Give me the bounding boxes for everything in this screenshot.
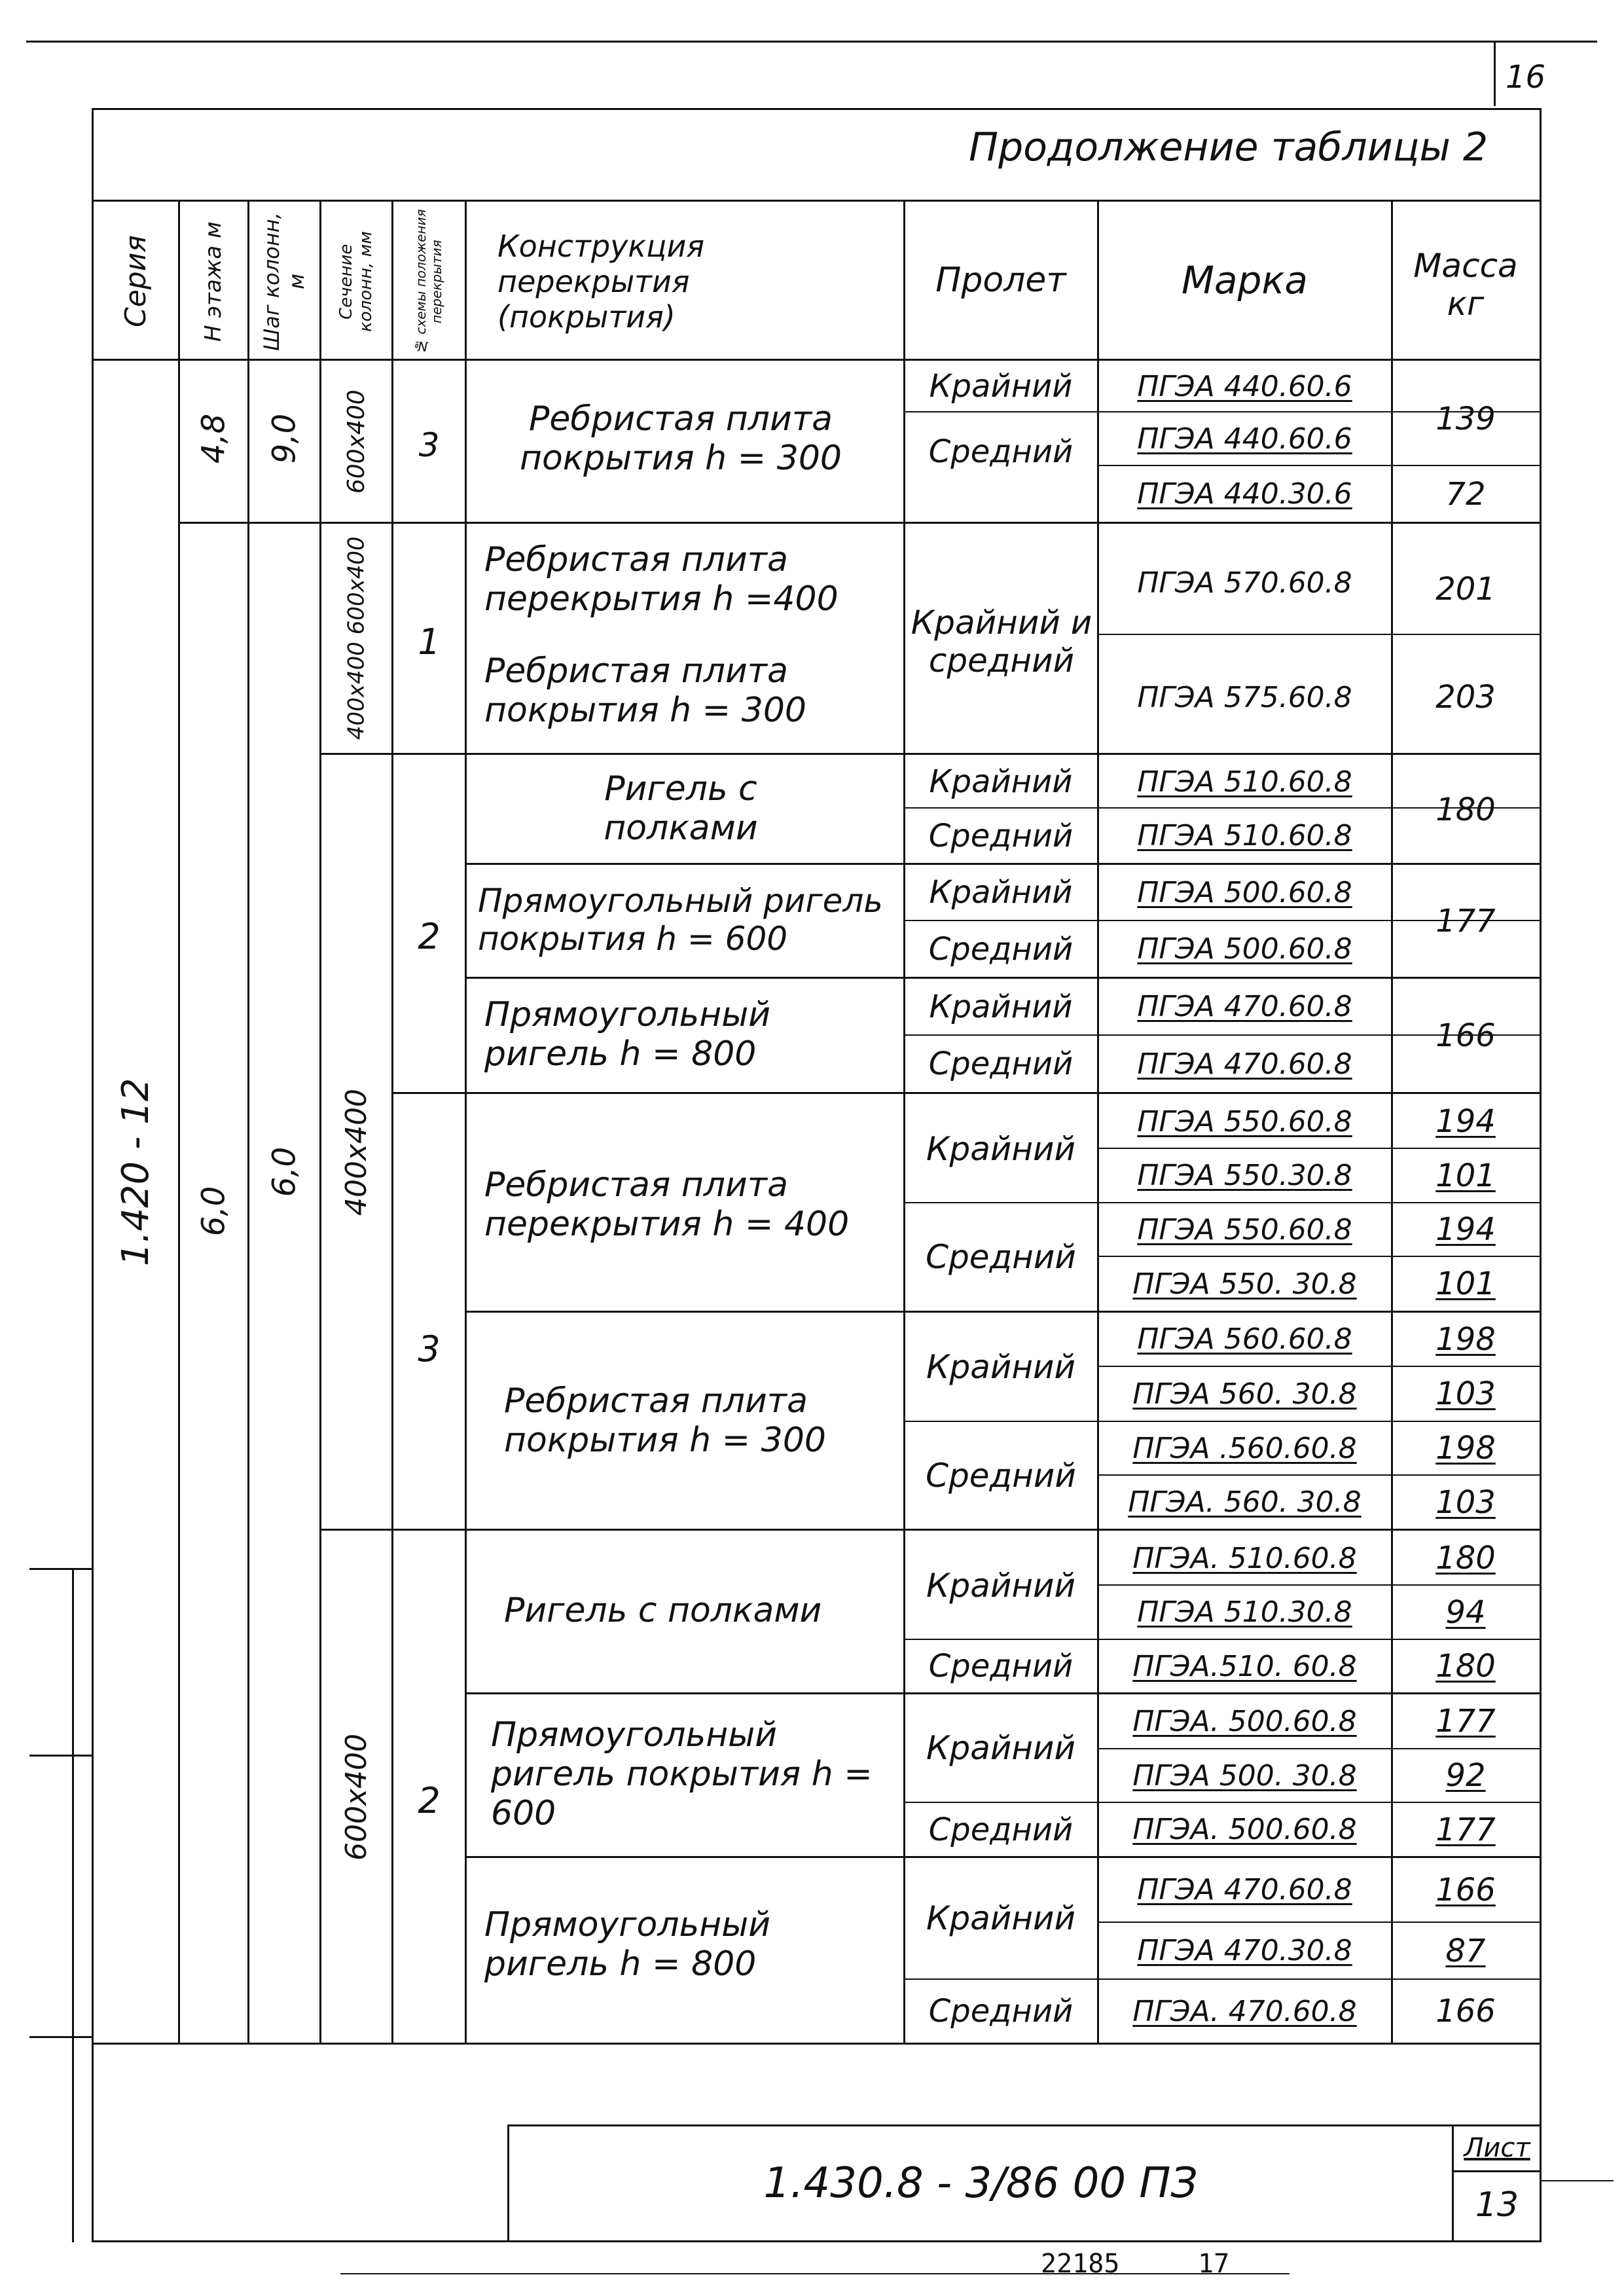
b1-span1: Крайний	[929, 368, 1073, 405]
archive-sheet: 17	[1198, 2249, 1230, 2279]
b4-mass-4: 101	[1435, 1266, 1496, 1302]
b3-mark-1: ПГЭА 510.60.8	[1137, 765, 1352, 799]
b2-span: Крайний и средний	[911, 604, 1092, 680]
b5-mark-5: ПГЭА 500. 30.8	[1132, 1758, 1357, 1793]
b3-span-3: Крайний	[929, 874, 1073, 911]
col-line-1	[178, 200, 180, 2043]
b4-span-4: Средний	[926, 1456, 1076, 1495]
header-floor-height: H этажа м	[200, 221, 226, 342]
b5-span-3: Крайний	[926, 1729, 1076, 1767]
header-column-section: Сечение колонн, мм	[336, 231, 376, 332]
header-bottom-line	[92, 359, 1542, 361]
b1-floor: 4,8	[195, 413, 232, 464]
b5-mark-6: ПГЭА. 500.60.8	[1132, 1813, 1357, 1846]
archive-number: 22185	[1041, 2249, 1120, 2279]
block3-bottom	[391, 1092, 1542, 1094]
b4-mark-3: ПГЭА 550.60.8	[1137, 1212, 1352, 1247]
b4-mass-5: 198	[1435, 1321, 1496, 1358]
b2-row	[1097, 634, 1542, 635]
block1-bottom	[178, 522, 1542, 524]
footer-extend	[1542, 2180, 1614, 2181]
b4-span-1: Крайний	[926, 1129, 1076, 1168]
title-box-top	[507, 2124, 1542, 2126]
b1-mass3: 72	[1445, 475, 1486, 513]
b5-mark-4: ПГЭА. 500.60.8	[1132, 1704, 1357, 1738]
b3-mass-c: 166	[1435, 1017, 1496, 1054]
b1-span2: Средний	[928, 433, 1074, 470]
top-rule	[26, 41, 1597, 43]
b1-construction: Ребристая плита покрытия h = 300	[519, 399, 842, 478]
b3-construction-b: Прямоугольный ригель покрытия h = 600	[478, 881, 883, 958]
b5-construction-a: Ригель с полками	[504, 1591, 822, 1630]
b5-span-6: Средний	[928, 1993, 1074, 2030]
b1-mass12: 139	[1435, 401, 1496, 437]
b3-construction-a: Ригель с полками	[604, 769, 758, 848]
b2-mass-a: 201	[1435, 571, 1496, 608]
b5-mass-8: 87	[1445, 1932, 1486, 1969]
spacing-6: 6,0	[266, 1146, 303, 1197]
b5-span-2: Средний	[928, 1648, 1074, 1685]
b4-mark-6: ПГЭА 560. 30.8	[1132, 1377, 1357, 1411]
bottom-rule	[340, 2273, 1290, 2274]
b2-mark-a: ПГЭА 570.60.8	[1137, 566, 1352, 600]
b1-scheme: 3	[418, 426, 440, 464]
b5-construction-b: Прямоугольный ригель покрытия h = 600	[491, 1715, 873, 1833]
b5-mark-1: ПГЭА. 510.60.8	[1132, 1541, 1357, 1575]
block2-bottom	[319, 753, 1542, 755]
b1-section: 600x400	[343, 390, 370, 494]
b5-mark-9: ПГЭА. 470.60.8	[1132, 1994, 1357, 2028]
b2-mark-b: ПГЭА 575.60.8	[1137, 680, 1352, 714]
b5-mass-3: 180	[1435, 1648, 1496, 1685]
b5-span-4: Средний	[928, 1811, 1074, 1848]
b5-mass-2: 94	[1445, 1594, 1486, 1631]
b3-mark-2: ПГЭА 510.60.8	[1137, 819, 1352, 852]
b5-mark-3: ПГЭА.510. 60.8	[1132, 1649, 1357, 1683]
b5-span-5: Крайний	[926, 1899, 1076, 1937]
b4-mark-1: ПГЭА 550.60.8	[1137, 1104, 1352, 1139]
b4-mark-4: ПГЭА 550. 30.8	[1132, 1267, 1357, 1301]
b5-mass-4: 177	[1435, 1703, 1496, 1740]
b2-section: 400x400 600x400	[343, 536, 370, 740]
frame-bottom	[92, 2240, 1542, 2242]
b3-mass-a: 180	[1435, 791, 1496, 828]
b4-mark-2: ПГЭА 550.30.8	[1137, 1159, 1352, 1192]
floor-height-6: 6,0	[195, 1186, 232, 1237]
b2-construction-b: Ребристая плита покрытия h = 300	[484, 651, 807, 730]
header-mass: Масса кг	[1413, 247, 1518, 323]
b3-span-2: Средний	[928, 817, 1074, 854]
b4-construction-a: Ребристая плита перекрытия h = 400	[484, 1165, 850, 1244]
b4-scheme: 3	[418, 1328, 441, 1370]
header-column-spacing: Шаг колонн, м	[259, 212, 309, 351]
continuation-title: Продолжение таблицы 2	[969, 124, 1489, 170]
b2-scheme: 1	[418, 621, 441, 663]
b3-mark-6: ПГЭА 470.60.8	[1137, 1047, 1352, 1081]
b5-construction-c: Прямоугольный ригель h = 800	[484, 1905, 771, 1984]
b4-mass-7: 198	[1435, 1430, 1496, 1467]
b4-construction-b: Ребристая плита покрытия h = 300	[504, 1381, 827, 1460]
b5-mass-1: 180	[1435, 1540, 1496, 1576]
b3-scheme: 2	[418, 915, 441, 957]
col-line-4	[391, 200, 393, 2043]
b1-mark1: ПГЭА 440.60.6	[1137, 369, 1352, 403]
header-series: Серия	[119, 235, 153, 328]
b3-span-5: Крайний	[929, 988, 1073, 1025]
b4-mass-6: 103	[1435, 1376, 1496, 1412]
b1-mark2: ПГЭА 440.60.6	[1137, 422, 1352, 456]
left-border	[92, 108, 94, 2242]
margin-strip-mid	[29, 1755, 94, 1757]
doc-code: 1.430.8 - 3/86 00 ПЗ	[763, 2159, 1198, 2208]
header-construction: Конструкция перекрытия (покрытия)	[497, 228, 705, 335]
col-line-2	[247, 200, 249, 2043]
b4-mass-2: 101	[1435, 1157, 1496, 1194]
title-box-left	[507, 2124, 509, 2242]
b5-section: 600x400	[340, 1734, 373, 1861]
b3-span-1: Крайний	[929, 763, 1073, 800]
block4-bottom	[319, 1529, 1542, 1531]
b2-construction-a: Ребристая плита перекрытия h =400	[484, 540, 839, 619]
b4-mass-8: 103	[1435, 1484, 1496, 1521]
header-span: Пролет	[935, 261, 1066, 300]
sheet-number: 13	[1475, 2185, 1519, 2225]
b5-mass-7: 166	[1435, 1871, 1496, 1908]
b4-mark-7: ПГЭА .560.60.8	[1132, 1431, 1357, 1465]
b3-mark-4: ПГЭА 500.60.8	[1137, 932, 1352, 966]
b5-scheme: 2	[418, 1779, 441, 1821]
series-value: 1.420 - 12	[115, 1078, 157, 1266]
margin-strip-mid2	[29, 2036, 94, 2038]
b4-section: 400x400	[340, 1089, 373, 1216]
b2-mass-b: 203	[1435, 679, 1496, 716]
col-line-5	[465, 200, 467, 2043]
sheet-label: Лист	[1464, 2133, 1530, 2163]
b5-mark-2: ПГЭА 510.30.8	[1137, 1595, 1352, 1629]
b3-mark-3: ПГЭА 500.60.8	[1137, 875, 1352, 909]
b5-mark-7: ПГЭА 470.60.8	[1137, 1873, 1352, 1906]
b4-span-2: Средний	[926, 1238, 1076, 1276]
margin-strip-top	[29, 1568, 94, 1570]
b5-mark-8: ПГЭА 470.30.8	[1137, 1934, 1352, 1967]
header-mark: Марка	[1182, 258, 1308, 302]
b3-mass-b: 177	[1435, 902, 1496, 939]
b4-mark-5: ПГЭА 560.60.8	[1137, 1322, 1352, 1356]
frame-top	[92, 108, 1542, 110]
b1-mark3: ПГЭА 440.30.6	[1137, 477, 1352, 511]
margin-strip-left	[72, 1568, 74, 2242]
b3-span-4: Средний	[928, 930, 1074, 968]
b5-span-1: Крайний	[926, 1566, 1076, 1605]
table-bottom-line	[92, 2043, 1542, 2045]
b4-mass-3: 194	[1435, 1211, 1496, 1248]
b3-mark-5: ПГЭА 470.60.8	[1137, 990, 1352, 1023]
b5-mass-9: 166	[1435, 1993, 1496, 2030]
b4-mark-8: ПГЭА. 560. 30.8	[1128, 1485, 1362, 1519]
b5-mass-6: 177	[1435, 1811, 1496, 1848]
b4-span-3: Крайний	[926, 1347, 1076, 1386]
b1-spacing: 9,0	[266, 413, 303, 464]
top-sheet-number: 16	[1506, 59, 1546, 96]
b4-mass-1: 194	[1435, 1103, 1496, 1140]
b3-construction-c: Прямоугольный ригель h = 800	[484, 995, 771, 1074]
b3-span-6: Средний	[928, 1046, 1074, 1082]
b5-mass-5: 92	[1445, 1757, 1486, 1794]
sheet-no-box-left	[1494, 41, 1496, 106]
header-scheme-no: № схемы положения перекрытия	[413, 209, 444, 354]
